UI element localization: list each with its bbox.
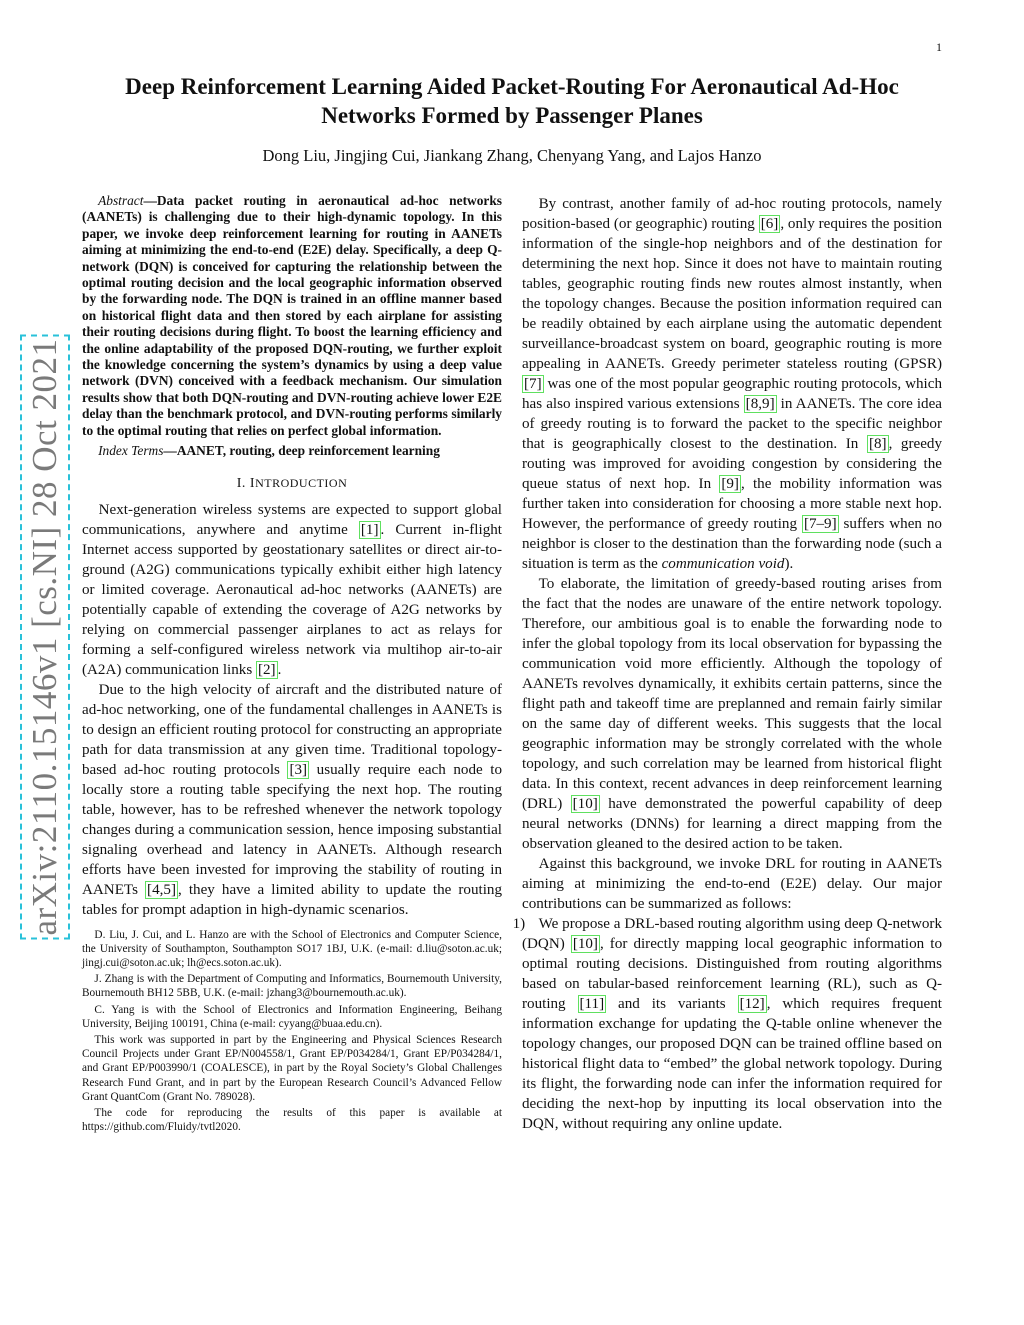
footnote-funding: This work was supported in part by the Engineering and Physical Sciences Research Council Projects under Grant EP/N004558/1, Grant EP/P034284/1, Grant EP/P034284/1, and Grant EP/P003990/1 (COALESCE), in part by the Royal Society’s Global Challenges Research Fund Grant, and in part by the European Research Council’s Advanced Fellow Grant QuantCom (Grant No. 789028). <box>82 1033 502 1103</box>
arxiv-stamp[interactable] <box>20 335 70 940</box>
index-terms: Index Terms—AANET, routing, deep reinforcement learning <box>98 443 440 459</box>
contribution-item-1: 1) We propose a DRL-based routing algorithm using deep Q-network (DQN) [10] , for directly mapping local geographic information to optimal routing decisions. Distinguished from routing algorithms based on tabular-based reinforcement learning (RL), such as Q-routing [11] and its variants [12] , which requires frequent information exchange for updating the Q-table online whenever the topology changes, our proposed DQN can be trained offline based on historical flight data to “embed” the global network topology. During its flight, the forwarding node can infer the information required for deciding the next-hop by inputting its local observation into the DQN, without requiring any online update. <box>522 914 942 1134</box>
citation-link[interactable]: [7–9] <box>803 516 837 532</box>
arxiv-id[interactable]: arXiv:2110.15146v1 [cs.NI] 28 Oct 2021 <box>20 335 70 940</box>
list-number: 1) <box>512 916 526 932</box>
citation-link[interactable]: [10] <box>572 796 598 812</box>
citation-link[interactable]: [8,9] <box>745 396 775 412</box>
footnote-affiliation-3: C. Yang is with the School of Electronics and Information Engineering, Beihang University, Beijing 100191, China (e-mail: cyyang@buaa.edu.cn). <box>82 1003 502 1030</box>
index-terms-label: Index Terms <box>98 443 164 459</box>
citation-link[interactable]: [11] <box>579 996 605 1012</box>
index-terms-text: AANET, routing, deep reinforcement learning <box>176 443 440 459</box>
footnote-code: The code for reproducing the results of this paper is available at https://github.com/Fluidy/tvtl2020. <box>82 1106 502 1134</box>
citation-link[interactable]: [1] <box>360 521 379 538</box>
body-paragraph-geographic-routing: By contrast, another family of ad-hoc routing protocols, namely position-based (or geographic) routing [6] , only requires the position information of the single-hop neighbors and of the destination for determining the next hop. Since it does not have to maintain routing tables, geographic routing finds new routes almost instantly, when the topology changes. Because the position information required can be readily obtained by each airplane using the automatic dependent surveillance-broadcast system on board, geographic routing is more appealing in AANETs. Greedy perimeter stateless routing (GPSR) [7] was one of the most popular geographic routing protocols, which has also inspired various extensions [8,9] in AANETs. The core idea of greedy routing is to forward the packet to the specific neighbor that is geographically closest to the destination. In [8] , greedy routing was improved for avoiding congestion by considering the queue status of next hop. In [9] , the mobility information was further taken into consideration for choosing a more stable next hop. However, the performance of greedy routing [7–9] suffers when no neighbor is closer to the destination than the forwarding node (such a situation is term as the communication void). <box>522 196 942 572</box>
citation-link[interactable]: [4,5] <box>147 881 176 898</box>
citation-link[interactable]: [6] <box>760 216 779 232</box>
paper-title: Deep Reinforcement Learning Aided Packet-Routing For Aeronautical Ad-Hoc Networks Formed by Passenger Planes <box>125 74 899 128</box>
footnote-affiliation-1: D. Liu, J. Cui, and L. Hanzo are with the School of Electronics and Computer Science, the University of Southampton, Southampton SO17 1BJ, U.K. (e-mail: d.liu@soton.ac.uk; jingj.cui@soton.ac.uk; lh@ecs.soton.ac.uk). <box>82 928 502 969</box>
body-paragraph-background: Against this background, we invoke DRL for routing in AANETs aiming at minimizing the end-to-end (E2E) delay. Our major contributions can be summarized as follows: <box>522 856 942 912</box>
right-column <box>512 193 943 1134</box>
citation-link[interactable]: [8] <box>868 436 887 452</box>
abstract-text: Data packet routing in aeronautical ad-hoc networks (AANETs) is challenging due to their high-dynamic topology. In this paper, we invoke deep reinforcement learning for routing in AANETs aiming at minimizing the end-to-end (E2E) delay. Specifically, a deep Q-network (DQN) is conceived for capturing the relationship between the optimal routing decision and the local geographic information observed by the forwarding node. The DQN is trained in an offline manner based on historical flight data and then stored by each airplane for assisting their routing decisions during flight. To boost the learning efficiency and the online adaptability of the proposed DQN-routing, we further exploit the knowledge concerning the system’s dynamics by using a deep value network (DVN) conceived with a feedback mechanism. Our simulation results show that both DQN-routing and DVN-routing achieve lower E2E delay than the benchmark protocol, and DVN-routing performs similarly to the optimal routing that relies on perfect global information. <box>82 193 502 438</box>
abstract-label: Abstract <box>98 193 144 208</box>
abstract: Abstract—Data packet routing in aeronautical ad-hoc networks (AANETs) is challenging due to their high-dynamic topology. In this paper, we invoke deep reinforcement learning for routing in AANETs aiming at minimizing the end-to-end (E2E) delay. Specifically, a deep Q-network (DQN) is conceived for capturing the relationship between the optimal routing decision and the local geographic information observed by the forwarding node. The DQN is trained in an offline manner based on historical flight data and then stored by each airplane for assisting their routing decisions during flight. To boost the learning efficiency and the online adaptability of the proposed DQN-routing, we further exploit the knowledge concerning the system’s dynamics by using a deep value network (DVN) conceived with a feedback mechanism. Our simulation results show that both DQN-routing and DVN-routing achieve lower E2E delay than the benchmark protocol, and DVN-routing performs similarly to the optimal routing that relies on perfect global information. <box>82 193 502 438</box>
body-paragraph-elaborate: To elaborate, the limitation of greedy-based routing arises from the fact that the nodes are unaware of the entire network topology. Therefore, our ambitious goal is to enable the forwarding node to infer the global topology from its local observation for bypassing the communication void more efficiently. Although the topology of AANETs revolves dynamically, it exhibits certain patterns, since the flight path and takeoff time are preplanned and remain fairly similar on the same day of different weeks. This suggests that the local geographic information may be strongly correlated with the whole topology, and such correlation may be learned from historical flight data. In this context, recent advances in deep reinforcement learning (DRL) [10] have demonstrated the powerful capability of deep neural networks (DNNs) for learning a direct mapping from the observation gleaned to the desired action to be taken. <box>522 576 942 852</box>
page-number: 1 <box>936 40 942 54</box>
author-list: Dong Liu, Jingjing Cui, Jiankang Zhang, Chenyang Yang, and Lajos Hanzo <box>262 146 762 165</box>
section-heading-introduction: I. INTRODUCTION <box>236 475 348 491</box>
intro-paragraph-2: Due to the high velocity of aircraft and the distributed nature of ad-hoc networking, one of the fundamental challenges in AANETs is to design an efficient routing protocol for constructing an appropriate path for data transmission at any given time. Traditional topology-based ad-hoc routing protocols [3] usually require each node to locally store a routing table specifying the next hop. The routing table, however, has to be refreshed whenever the network topology changes during a communication session, hence imposing substantial signaling overhead and latency in AANETs. Although research efforts have been invested for improving the stability of routing in AANETs [4,5] , they have a limited ability to update the routing tables for prompt adaption in high-dynamic scenarios. <box>82 681 502 918</box>
footnote-affiliation-2: J. Zhang is with the Department of Computing and Informatics, Bournemouth University, Bournemouth BH12 5BB, U.K. (e-mail: jzhang3@bournemouth.ac.uk). <box>82 973 502 1000</box>
citation-link[interactable]: [2] <box>257 661 276 678</box>
citation-link[interactable]: [7] <box>524 376 542 392</box>
citation-link[interactable]: [9] <box>721 476 739 492</box>
citation-link[interactable]: [3] <box>289 761 308 778</box>
citation-link[interactable]: [12] <box>739 996 765 1012</box>
left-column <box>82 193 502 1136</box>
footnotes <box>82 928 502 1135</box>
citation-link[interactable]: [10] <box>572 936 598 952</box>
intro-paragraph-1: Next-generation wireless systems are expected to support global communications, anywhere and anytime [1] . Current in-flight Internet access supported by geostationary satellites or direct air-to-ground (A2G) communications typically exhibit either high latency or limited coverage. Aeronautical ad-hoc networks (AANETs) are potentially capable of extending the coverage of A2G networks by relying on commercial passenger airplanes to act as relays for forming a self-configured wireless network via multihop air-to-air (A2A) communication links [2] . <box>82 501 502 678</box>
